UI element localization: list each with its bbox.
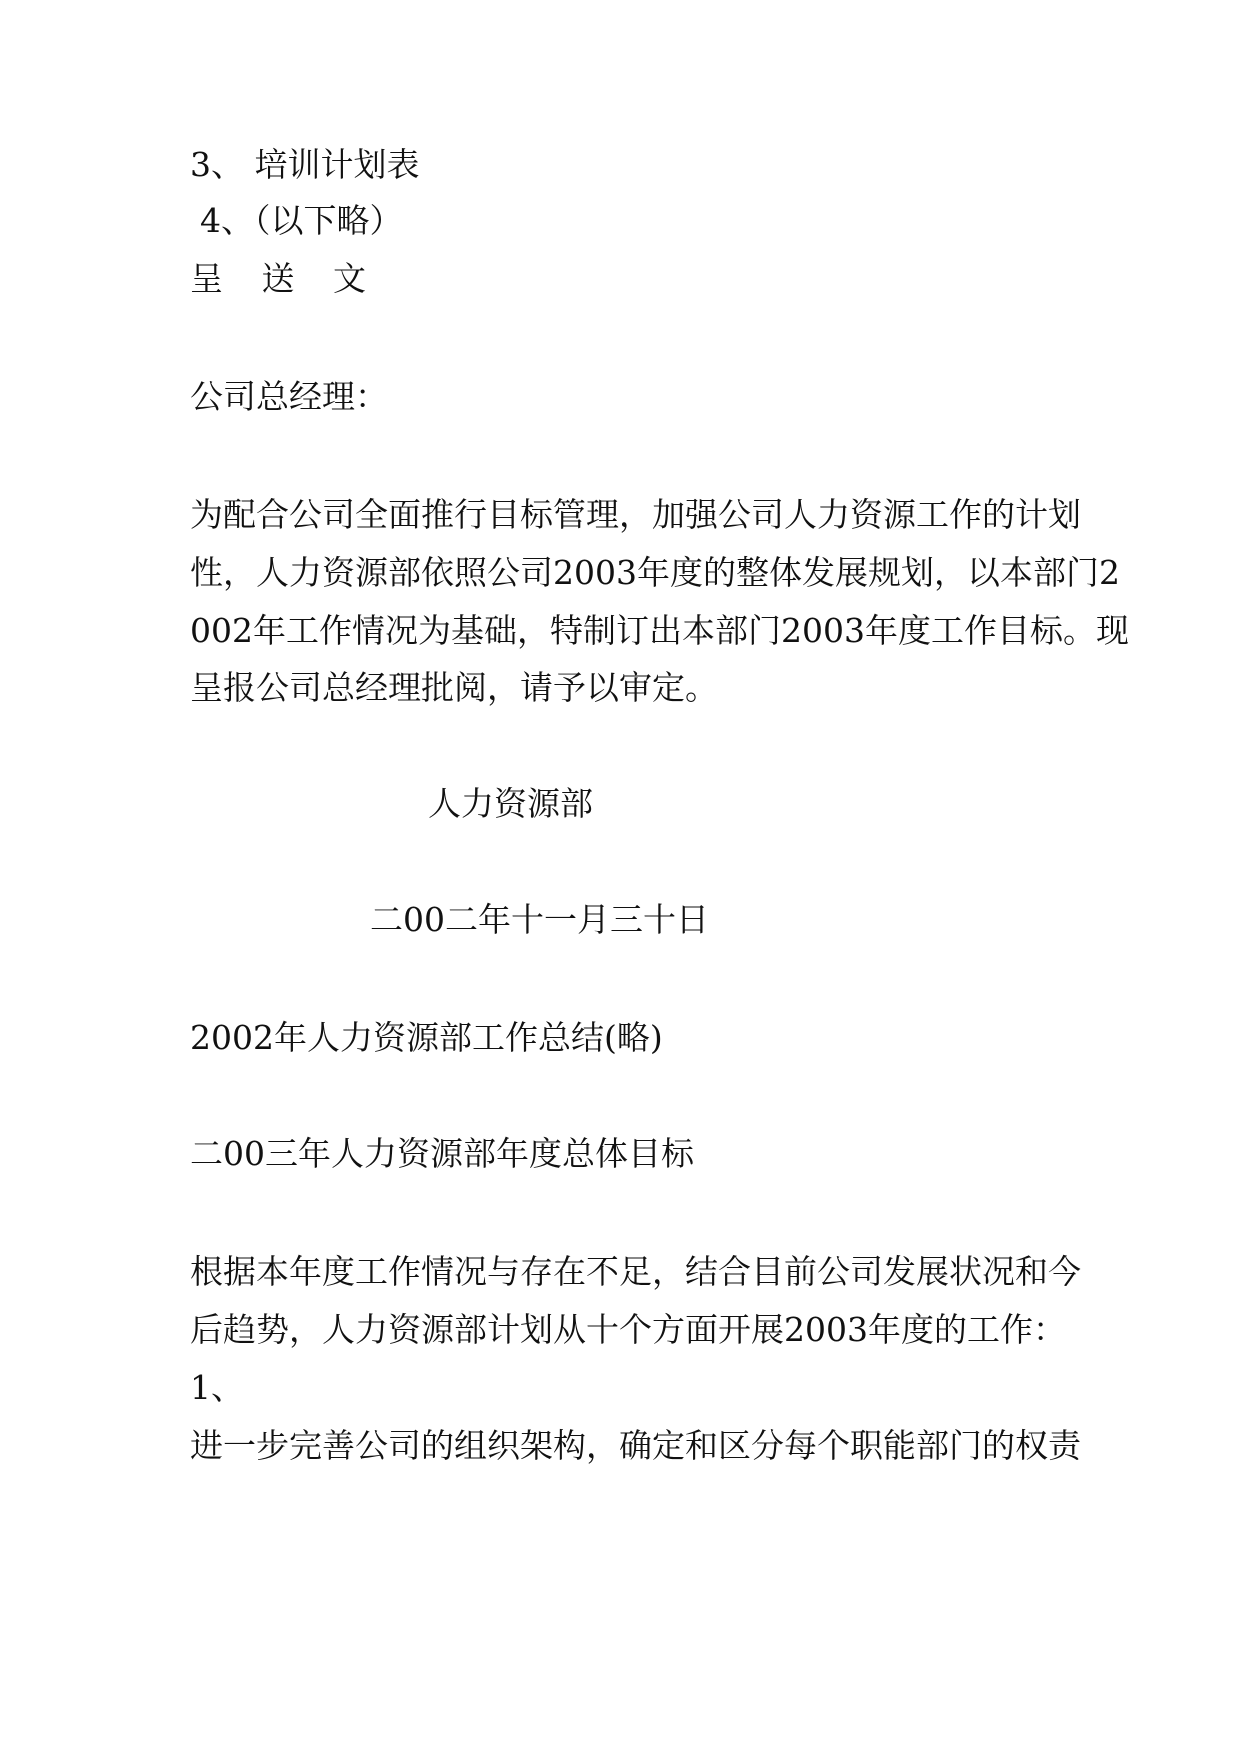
salutation: 公司总经理：	[190, 377, 388, 416]
submission-title: 呈 送 文	[190, 259, 380, 298]
goals-intro-line-1: 根据本年度工作情况与存在不足，结合目前公司发展状况和今	[190, 1252, 1081, 1291]
body-line-2: 性，人力资源部依照公司2003年度的整体发展规划，以本部门2	[190, 553, 1120, 592]
list-item-3: 3、 培训计划表	[190, 145, 420, 184]
goals-intro-line-2: 后趋势，人力资源部计划从十个方面开展2003年度的工作：	[190, 1310, 1066, 1349]
goals-title: 二00三年人力资源部年度总体目标	[190, 1134, 694, 1173]
signature-date: 二00二年十一月三十日	[370, 900, 709, 939]
body-line-3: 002年工作情况为基础，特制订出本部门2003年度工作目标。现	[190, 611, 1129, 650]
summary-title: 2002年人力资源部工作总结(略)	[190, 1018, 663, 1057]
body-line-1: 为配合公司全面推行目标管理，加强公司人力资源工作的计划	[190, 495, 1081, 534]
goal-1-text: 进一步完善公司的组织架构，确定和区分每个职能部门的权责	[190, 1426, 1081, 1465]
list-item-4: 4、（以下略）	[200, 201, 403, 240]
body-line-4: 呈报公司总经理批阅，请予以审定。	[190, 668, 718, 707]
signature-department: 人力资源部	[428, 784, 593, 823]
goal-1-number: 1、	[190, 1368, 244, 1407]
